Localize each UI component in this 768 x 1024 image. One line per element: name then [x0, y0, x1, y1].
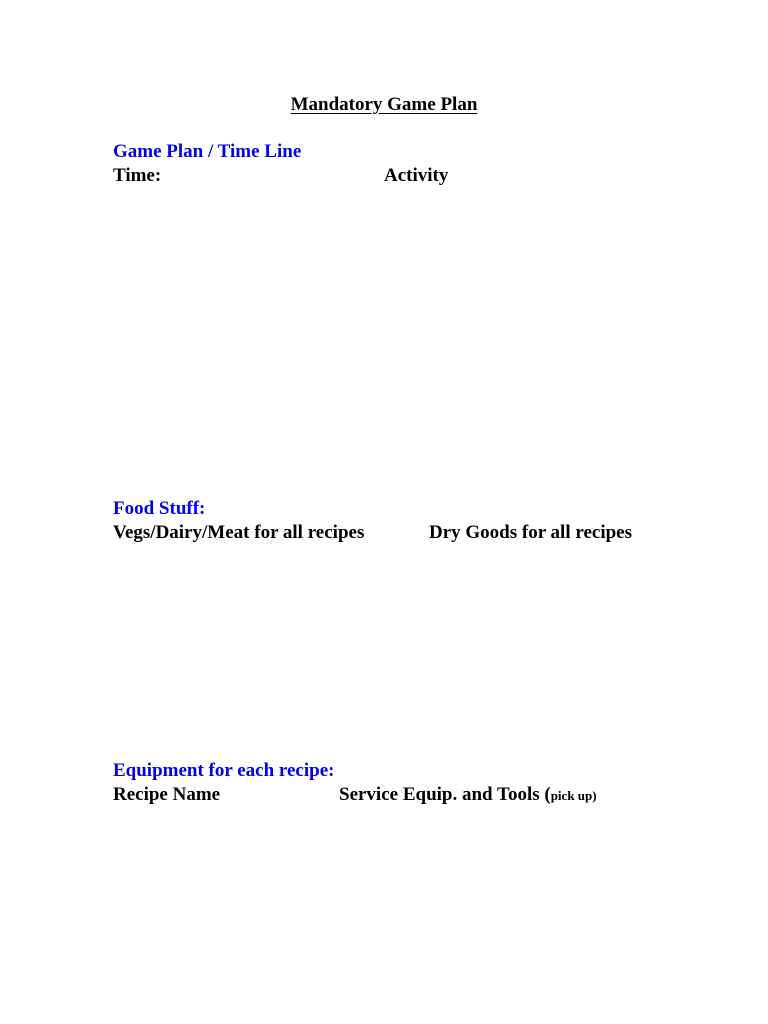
perishables-column-label: Vegs/Dairy/Meat for all recipes: [113, 522, 365, 543]
service-equipment-column-label: [339, 784, 597, 806]
food-stuff-blank-area: [113, 552, 673, 752]
activity-column-label: Activity: [384, 165, 449, 186]
page-title: Mandatory Game Plan: [290, 94, 478, 115]
timeline-blank-area: [113, 195, 673, 485]
food-stuff-heading: Food Stuff:: [113, 498, 206, 519]
time-column-label: Time:: [113, 165, 162, 186]
service-equipment-label-text: Service Equip. and Tools (: [339, 784, 551, 805]
equipment-blank-area: [113, 814, 673, 994]
equipment-heading: Equipment for each recipe:: [113, 760, 335, 781]
timeline-heading: Game Plan / Time Line: [113, 141, 302, 162]
recipe-name-column-label: Recipe Name: [113, 784, 221, 805]
pick-up-note: pick up): [550, 788, 597, 803]
dry-goods-column-label: Dry Goods for all recipes: [429, 522, 632, 543]
